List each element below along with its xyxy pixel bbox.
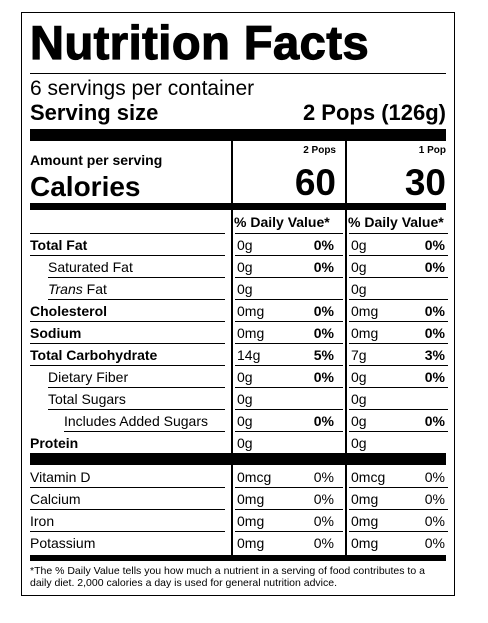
nutrient-name-rest: Fat (82, 281, 107, 297)
daily-value-2-pops: 0% (313, 303, 334, 319)
amount-1-pop: 0mg (351, 325, 379, 341)
nutrient-row (22, 278, 454, 300)
daily-value-header-b: % Daily Value* (348, 214, 444, 230)
amount-1-pop: 7g (351, 347, 367, 363)
amount-2-pops: 0g (237, 369, 253, 385)
nutrient-name: Iron (30, 513, 55, 529)
nutrient-row (22, 410, 454, 432)
serving-size-label: Serving size (30, 100, 159, 125)
daily-value-2-pops: 0% (313, 513, 334, 529)
nutrient-row (22, 256, 454, 278)
thick-divider-top (30, 129, 446, 141)
column-header-2-pops: 2 Pops (303, 145, 336, 156)
amount-1-pop: 0g (351, 259, 367, 275)
footnote: *The % Daily Value tells you how much a nutrient in a serving of food contributes to a daily diet. 2,000 calories a day is used for general nutrition advice. (30, 565, 425, 589)
amount-2-pops: 0mg (237, 535, 265, 551)
serving-size-value: 2 Pops (126g) (302, 100, 446, 125)
nutrition-facts-label (21, 12, 455, 596)
nutrient-name: Potassium (30, 535, 96, 551)
daily-value-2-pops: 0% (313, 237, 334, 253)
amount-2-pops: 0g (237, 237, 253, 253)
daily-value-1-pop: 3% (424, 347, 445, 363)
nutrient-row (22, 344, 454, 366)
nutrient-name: Vitamin D (30, 469, 91, 485)
vitamin-row (22, 510, 454, 532)
thick-divider-vitamins (30, 453, 446, 465)
amount-2-pops: 0g (237, 281, 253, 297)
daily-value-1-pop: 0% (424, 237, 445, 253)
daily-value-header-a: % Daily Value* (234, 214, 330, 230)
nutrient-name: Saturated Fat (48, 259, 133, 275)
daily-value-2-pops: 0% (313, 535, 334, 551)
nutrient-row (22, 366, 454, 388)
amount-2-pops: 0mg (237, 491, 265, 507)
daily-value-1-pop: 0% (424, 491, 445, 507)
amount-2-pops: 14g (237, 347, 261, 363)
daily-value-2-pops: 0% (313, 259, 334, 275)
amount-2-pops: 0g (237, 435, 253, 451)
daily-value-1-pop: 0% (424, 413, 445, 429)
daily-value-2-pops: 0% (313, 413, 334, 429)
calories-value-1-pop: 30 (404, 162, 446, 203)
amount-1-pop: 0mg (351, 513, 379, 529)
amount-1-pop: 0g (351, 413, 367, 429)
nutrient-name: Calcium (30, 491, 81, 507)
medium-divider (30, 203, 446, 210)
daily-value-2-pops: 0% (313, 491, 334, 507)
nutrient-name-italic: Trans (48, 281, 83, 297)
vitamin-row (22, 488, 454, 510)
amount-2-pops: 0g (237, 259, 253, 275)
nutrient-name: Cholesterol (30, 303, 108, 319)
calories-label: Calories (30, 171, 141, 202)
nutrient-name: Sodium (30, 325, 82, 341)
amount-2-pops: 0mg (237, 303, 265, 319)
daily-value-1-pop: 0% (424, 513, 445, 529)
nutrient-name: Includes Added Sugars (64, 413, 208, 429)
amount-1-pop: 0mg (351, 491, 379, 507)
daily-value-1-pop: 0% (424, 259, 445, 275)
nutrient-row (22, 388, 454, 410)
nutrient-name: Total Carbohydrate (30, 347, 158, 363)
daily-value-2-pops: 0% (313, 469, 334, 485)
daily-value-1-pop: 0% (424, 303, 445, 319)
nutrient-row (22, 234, 454, 256)
daily-value-1-pop: 0% (424, 535, 445, 551)
nutrient-row (22, 300, 454, 322)
thick-divider-bottom (30, 555, 446, 561)
daily-value-2-pops: 0% (313, 325, 334, 341)
servings-per-container: 6 servings per container (30, 77, 255, 100)
daily-value-1-pop: 0% (424, 325, 445, 341)
amount-1-pop: 0g (351, 435, 367, 451)
nutrient-row (22, 322, 454, 344)
nutrient-name: Protein (30, 435, 79, 451)
amount-1-pop: 0g (351, 237, 367, 253)
label-title: Nutrition Facts (30, 16, 370, 69)
nutrient-name: Total Sugars (48, 391, 126, 407)
amount-2-pops: 0g (237, 391, 253, 407)
daily-value-2-pops: 5% (313, 347, 334, 363)
nutrient-name: Dietary Fiber (48, 369, 129, 385)
amount-2-pops: 0mcg (237, 469, 272, 485)
nutrient-name: Total Fat (30, 237, 88, 253)
amount-1-pop: 0mg (351, 535, 379, 551)
amount-2-pops: 0mg (237, 513, 265, 529)
amount-per-serving: Amount per serving (30, 152, 163, 168)
calories-value-2-pops: 60 (294, 162, 336, 203)
nutrient-name (48, 281, 107, 298)
daily-value-1-pop: 0% (424, 369, 445, 385)
amount-1-pop: 0g (351, 391, 367, 407)
title-divider (30, 73, 446, 74)
amount-2-pops: 0g (237, 413, 253, 429)
amount-1-pop: 0g (351, 281, 367, 297)
column-header-1-pop: 1 Pop (418, 145, 446, 156)
vitamin-row (22, 532, 454, 554)
daily-value-2-pops: 0% (313, 369, 334, 385)
amount-1-pop: 0mg (351, 303, 379, 319)
amount-2-pops: 0mg (237, 325, 265, 341)
amount-1-pop: 0g (351, 369, 367, 385)
nutrient-row (22, 432, 454, 454)
vitamin-row (22, 466, 454, 488)
daily-value-1-pop: 0% (424, 469, 445, 485)
amount-1-pop: 0mcg (351, 469, 386, 485)
